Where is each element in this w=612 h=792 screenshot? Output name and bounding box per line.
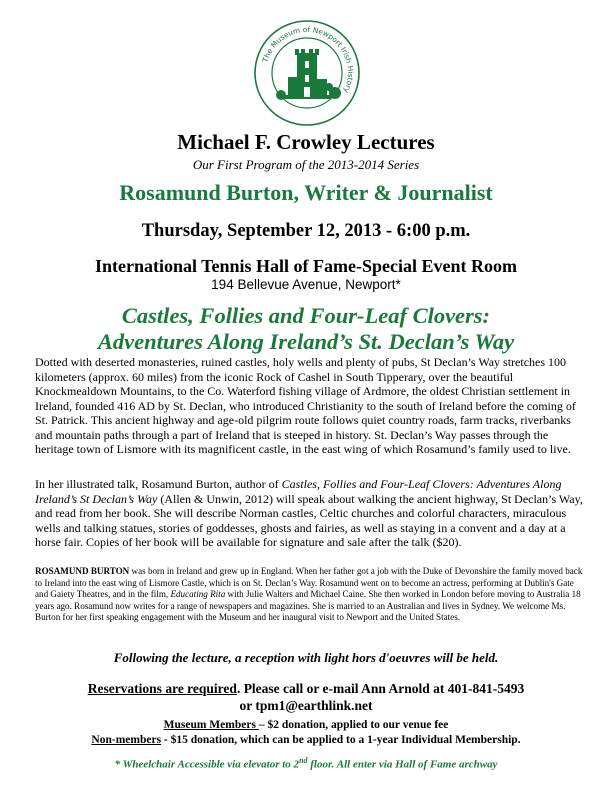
paragraph2-intro: In her illustrated talk, Rosamund Burton, author of [35,477,282,491]
access-superscript: nd [299,756,308,765]
series-subtitle: Our First Program of the 2013-2014 Series [192,157,420,172]
event-venue: International Tennis Hall of Fame-Special Event Room [94,256,517,276]
access-text-1: * Wheelchair Accessible via elevator to 2 [114,758,300,771]
bio-text-2: with Julie Walters and Michael Caine. She then worked in London before moving to Australia 18 years ago. Rosamund now writes for a range of newspapers and magazines. She is married to an Australian and lives in Sydney. We welcome Ms. Burton for her first speaking engagement with the Museum and her inaugural visit to Newport and the United States. [35,589,581,623]
paragraph2-rest: (Allen & Unwin, 2012) will speak about walking the ancient highway, St Declan’s Way, and read from her book. She will describe Norman castles, Celtic churches and colorful characters, miraculous wells and talking statues, stories of goddesses, ghosts and fairies, as well as staying in a convent and a day at a horse fair. Copies of her book will be available for signature and sale after the talk ($20). [35,491,583,549]
series-title: Michael F. Crowley Lectures [177,130,435,154]
seal-ring-text: The Museum of Newport Irish History [260,24,356,95]
reservation-info [0,680,612,714]
bio-name: ROSAMUND BURTON [35,566,130,576]
event-date-time: Thursday, September 12, 2013 - 6:00 p.m. [141,221,471,241]
access-text-2: floor. All enter via Hall of Fame archway [307,758,498,771]
description-paragraph-2 [35,477,583,550]
book-title: Castles, Follies and Four-Leaf Clovers: Adventures Along Ireland’s St Declan’s Way [35,477,562,506]
nonmembers-text: - $15 donation, which can be applied to a 1-year Individual Membership. [161,734,521,746]
speaker-name: Rosamund Burton, Writer & Journalist [119,180,493,205]
members-label: Museum Members [163,719,259,731]
reception-note: Following the lecture, a reception with light hors d'oeuvres will be held. [113,650,499,665]
museum-seal-logo [253,19,361,127]
bio-text-1: was born in Ireland and grew up in England. When her father got a job with the Duke of Devonshire the family moved back to Ireland into the east wing of Lismore Castle, which is on St. Declan’s Way. Rosamund went on to become an actress, performing at Dublin's Gate and Gaiety Theatres, and in the film, [35,566,583,600]
event-address: 194 Bellevue Avenue, Newport* [211,277,401,292]
nonmembers-label: Non-members [91,734,162,746]
fee-info [0,718,612,748]
reservation-email[interactable]: or tpm1@earthlink.net [239,698,373,713]
bio-film-title: Educating Rita [170,589,226,600]
members-text: – $2 donation, applied to our venue fee [258,719,449,731]
speaker-bio [35,566,583,624]
talk-title-line2: Adventures Along Ireland’s St. Declan’s Way [97,329,515,354]
reservation-label: Reservations are required [87,681,237,696]
reservation-text: . Please call or e-mail Ann Arnold at 401-841-5493 [236,681,525,696]
description-paragraph-1: Dotted with deserted monasteries, ruined castles, holy wells and plenty of pubs, St Declan’s Way stretches 100 kilometers (approx. 60 miles) from the iconic Rock of Cashel in South Tipperary, over the beautiful Knockmealdown Mountains, to the Co. Waterford fishing village of Ardmore, the oldest Christian settlement in Ireland, founded 416 AD by St. Declan, who introduced Christianity to the south of Ireland before the coming of St. Patrick. This ancient highway and age-old pilgrim route follows quiet country roads, farm tracks, riverbanks and mountain paths through a part of Ireland that is steeped in history. St. Declan’s Way passes through the heritage town of Lismore with its magnificent castle, in the east wing of which Rosamund’s family used to live. [35,355,576,456]
accessibility-note [0,756,612,771]
talk-title-line1: Castles, Follies and Four-Leaf Clovers: [121,303,491,328]
talk-title [0,303,612,355]
